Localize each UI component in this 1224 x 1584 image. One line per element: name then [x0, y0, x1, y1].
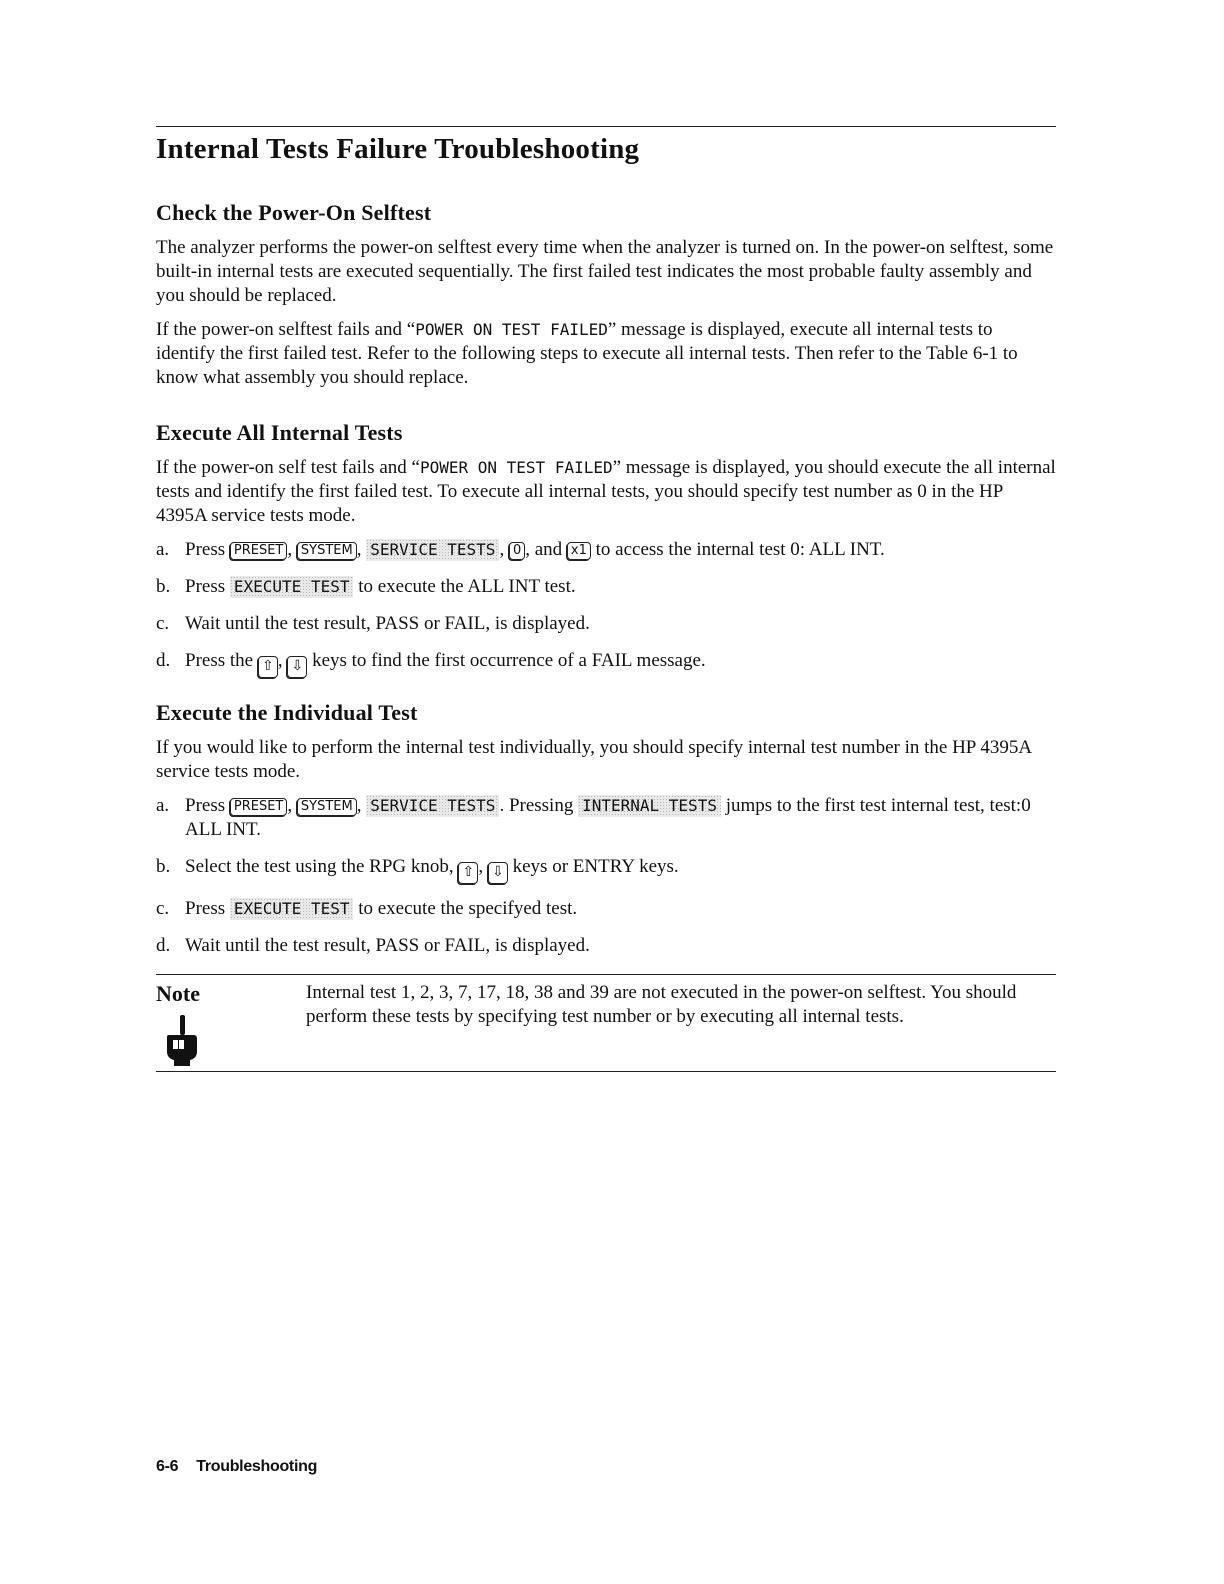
- text: jumps to the first test internal test, test:0 ALL INT.: [185, 795, 1031, 840]
- step-c: [156, 612, 1056, 636]
- text: Wait until the test result, PASS or FAIL, is displayed.: [185, 613, 590, 634]
- step-c: [156, 897, 1056, 921]
- section-check-power-on-selftest: [156, 200, 1056, 390]
- text: . Pressing: [499, 795, 574, 816]
- step-d: [156, 934, 1056, 958]
- page-number: 6-6: [156, 1458, 179, 1475]
- step-marker: b.: [156, 576, 171, 597]
- text: If the power-on selftest fails and “: [156, 319, 416, 340]
- step-marker: a.: [156, 539, 170, 560]
- execute-test-softkey: EXECUTE TEST: [230, 898, 354, 920]
- section-execute-all-internal-tests: [156, 420, 1056, 678]
- page: [156, 126, 1056, 1072]
- system-key: SYSTEM: [297, 798, 357, 816]
- page-footer: [156, 1458, 317, 1476]
- step-marker: c.: [156, 613, 170, 634]
- message-code: POWER ON TEST FAILED: [419, 458, 613, 477]
- x1-key: x1: [567, 542, 591, 560]
- text: Wait until the test result, PASS or FAIL, is displayed.: [185, 935, 590, 956]
- system-key: SYSTEM: [297, 542, 357, 560]
- text: Press: [185, 539, 226, 560]
- text: to access the internal test 0: ALL INT.: [595, 539, 885, 560]
- text: ” message is displayed, you should execute the all internal tests and identify the first failed test. To execute all internal tests, you should specify test number as 0 in the HP 4395A service tests mode.: [156, 457, 1056, 526]
- step-a: a. Press PRESET , SYSTEM , SERVICE TESTS . Pressing INTERNAL TESTS jumps to the first test internal test, test:0 ALL INT.: [156, 795, 1031, 840]
- preset-key: PRESET: [230, 542, 288, 560]
- paragraph: [156, 318, 1056, 390]
- text: Press: [185, 898, 226, 919]
- text: to execute the ALL INT test.: [358, 576, 576, 597]
- zero-key: 0: [509, 542, 525, 560]
- text: Press: [185, 795, 226, 816]
- step-list: [156, 538, 1056, 678]
- text: and: [534, 539, 563, 560]
- message-code: POWER ON TEST FAILED: [415, 320, 608, 339]
- section-heading: Execute the Individual Test: [156, 700, 418, 725]
- section-heading: Execute All Internal Tests: [156, 420, 403, 445]
- up-arrow-key-icon: ⇧: [458, 862, 478, 884]
- step-list: [156, 794, 1056, 958]
- paragraph: The analyzer performs the power-on selftest every time when the analyzer is turned on. In the power-on selftest, some built-in internal tests are executed sequentially. The first failed test indicates the most probable faulty assembly and you should be replaced.: [156, 237, 1054, 306]
- step-marker: a.: [156, 795, 170, 816]
- text: Press: [185, 576, 226, 597]
- service-tests-softkey: SERVICE TESTS: [366, 795, 499, 817]
- text: keys to find the first occurrence of a FAIL message.: [312, 650, 706, 671]
- paragraph: If you would like to perform the internal test individually, you should specify internal test number in the HP 4395A service tests mode.: [156, 737, 1032, 782]
- up-arrow-key-icon: ⇧: [258, 656, 278, 678]
- text: If the power-on self test fails and “: [156, 457, 420, 478]
- step-marker: b.: [156, 856, 171, 877]
- internal-tests-softkey: INTERNAL TESTS: [578, 795, 721, 817]
- step-marker: c.: [156, 898, 170, 919]
- down-arrow-key-icon: ⇩: [488, 862, 508, 884]
- execute-test-softkey: EXECUTE TEST: [230, 576, 354, 598]
- step-b: [156, 575, 1056, 599]
- step-b: b. Select the test using the RPG knob, ⇧ , ⇩ keys or ENTRY keys.: [156, 855, 1056, 884]
- service-tests-softkey: SERVICE TESTS: [366, 539, 499, 561]
- text: Select the test using the RPG knob,: [185, 856, 454, 877]
- step-d: d. Press the ⇧ , ⇩ keys to find the first occurrence of a FAIL message.: [156, 649, 1056, 678]
- note-box: [156, 974, 1056, 1072]
- text: keys or ENTRY keys.: [512, 856, 679, 877]
- top-rule: [156, 126, 1056, 127]
- step-a: a. Press PRESET , SYSTEM , SERVICE TESTS , 0 , and x1 to access the internal test 0: ALL INT.: [156, 539, 885, 560]
- step-marker: d.: [156, 935, 171, 956]
- section-heading: Check the Power-On Selftest: [156, 200, 432, 225]
- text: Press the: [185, 650, 254, 671]
- paragraph: [156, 456, 1056, 528]
- step-marker: d.: [156, 650, 171, 671]
- note-label: Note: [156, 981, 200, 1006]
- text: to execute the specifyed test.: [358, 898, 578, 919]
- preset-key: PRESET: [230, 798, 288, 816]
- note-text: Internal test 1, 2, 3, 7, 17, 18, 38 and 39 are not executed in the power-on selftest. You should perform these tests by specifying test number or by executing all internal tests.: [306, 982, 1017, 1027]
- pointing-hand-icon: [164, 1013, 200, 1067]
- section-execute-individual-test: [156, 700, 1056, 958]
- footer-section: Troubleshooting: [196, 1458, 318, 1475]
- page-title: Internal Tests Failure Troubleshooting: [156, 133, 640, 165]
- down-arrow-key-icon: ⇩: [287, 656, 307, 678]
- text: ” message is displayed, execute all internal tests to identify the first failed test. Refer to the following steps to execute all internal tests. Then refer to the Table 6-1 to know what assembly you should replace.: [156, 319, 1018, 388]
